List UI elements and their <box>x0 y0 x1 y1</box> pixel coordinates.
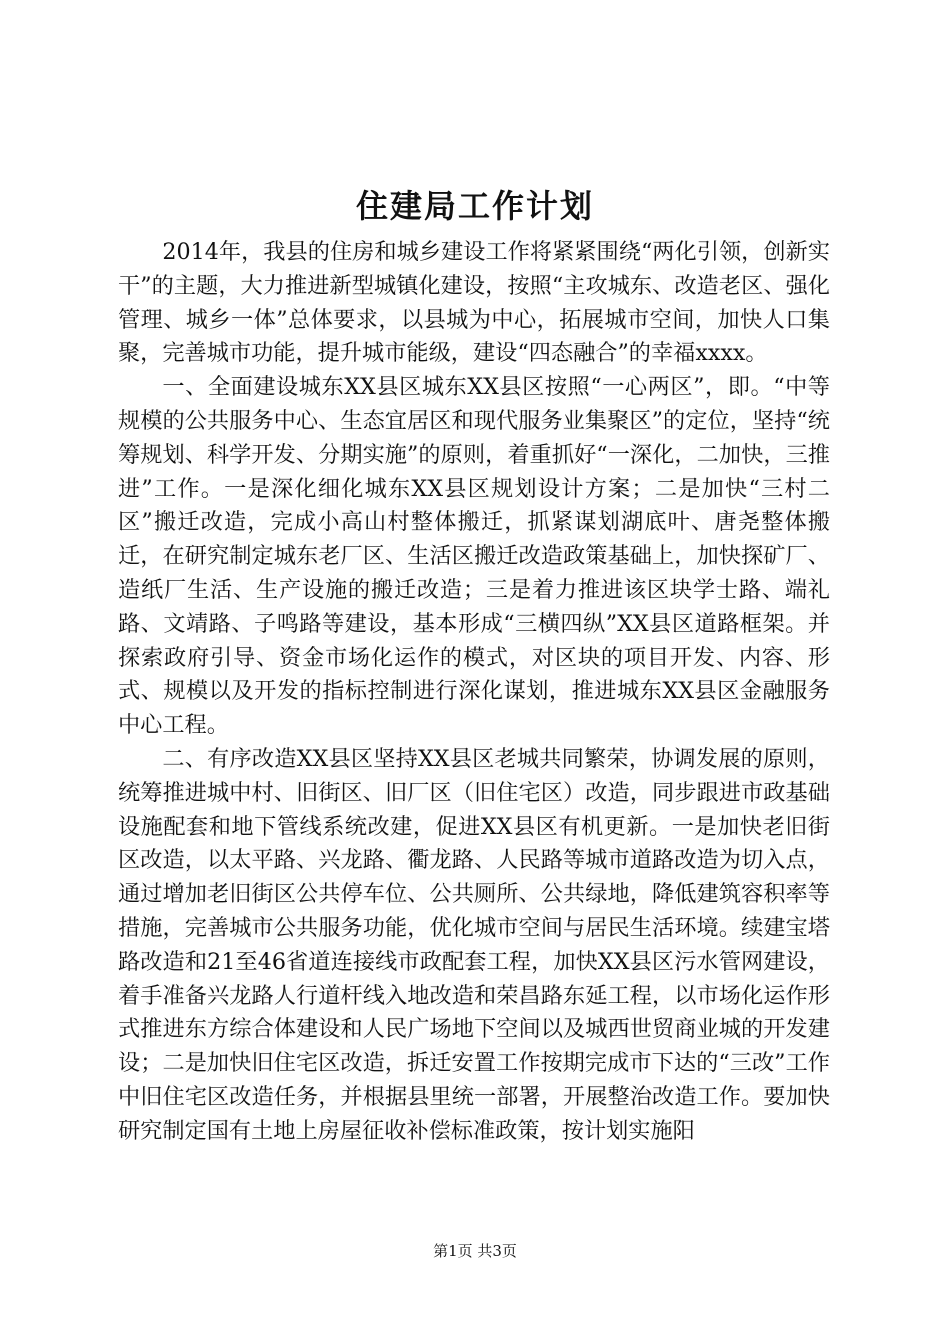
document-body <box>118 236 830 1149</box>
paragraph-section-1: 一、全面建设城东XX县区城东XX县区按照“一心两区”，即。“中等规模的公共服务中心、生态宜居区和现代服务业集聚区”的定位，坚持“统筹规划、科学开发、分期实施”的原则，着重抓好“一深化，二加快，三推进”工作。一是深化细化城东XX县区规划设计方案；二是加快“三村二区”搬迁改造，完成小高山村整体搬迁，抓紧谋划湖底叶、唐尧整体搬迁，在研究制定城东老厂区、生活区搬迁改造政策基础上，加快探矿厂、造纸厂生活、生产设施的搬迁改造；三是着力推进该区块学士路、端礼路、文靖路、子鸣路等建设，基本形成“三横四纵”XX县区道路框架。并探索政府引导、资金市场化运作的模式，对区块的项目开发、内容、形式、规模以及开发的指标控制进行深化谋划，推进城东XX县区金融服务中心工程。 <box>118 374 830 739</box>
page-footer: 第1页 共3页 <box>433 1242 517 1260</box>
paragraph-intro: 2014年，我县的住房和城乡建设工作将紧紧围绕“两化引领，创新实干”的主题，大力推进新型城镇化建设，按照“主攻城东、改造老区、强化管理、城乡一体”总体要求，以县城为中心，拓展城市空间，加快人口集聚，完善城市功能，提升城市能级，建设“四态融合”的幸福xxxx。 <box>118 239 830 367</box>
document-title: 住建局工作计划 <box>355 187 594 225</box>
paragraph-section-2: 二、有序改造XX县区坚持XX县区老城共同繁荣，协调发展的原则，统筹推进城中村、旧街区、旧厂区（旧住宅区）改造，同步跟进市政基础设施配套和地下管线系统改建，促进XX县区有机更新。一是加快老旧街区改造，以太平路、兴龙路、衢龙路、人民路等城市道路改造为切入点，通过增加老旧街区公共停车位、公共厕所、公共绿地，降低建筑容积率等措施，完善城市公共服务功能，优化城市空间与居民生活环境。续建宝塔路改造和21至46省道连接线市政配套工程，加快XX县区污水管网建设，着手准备兴龙路人行道杆线入地改造和荣昌路东延工程，以市场化运作形式推进东方综合体建设和人民广场地下空间以及城西世贸商业城的开发建设；二是加快旧住宅区改造，拆迁安置工作按期完成市下达的“三改”工作中旧住宅区改造任务，并根据县里统一部署，开展整治改造工作。要加快研究制定国有土地上房屋征收补偿标准政策，按计划实施阳 <box>118 745 830 1144</box>
